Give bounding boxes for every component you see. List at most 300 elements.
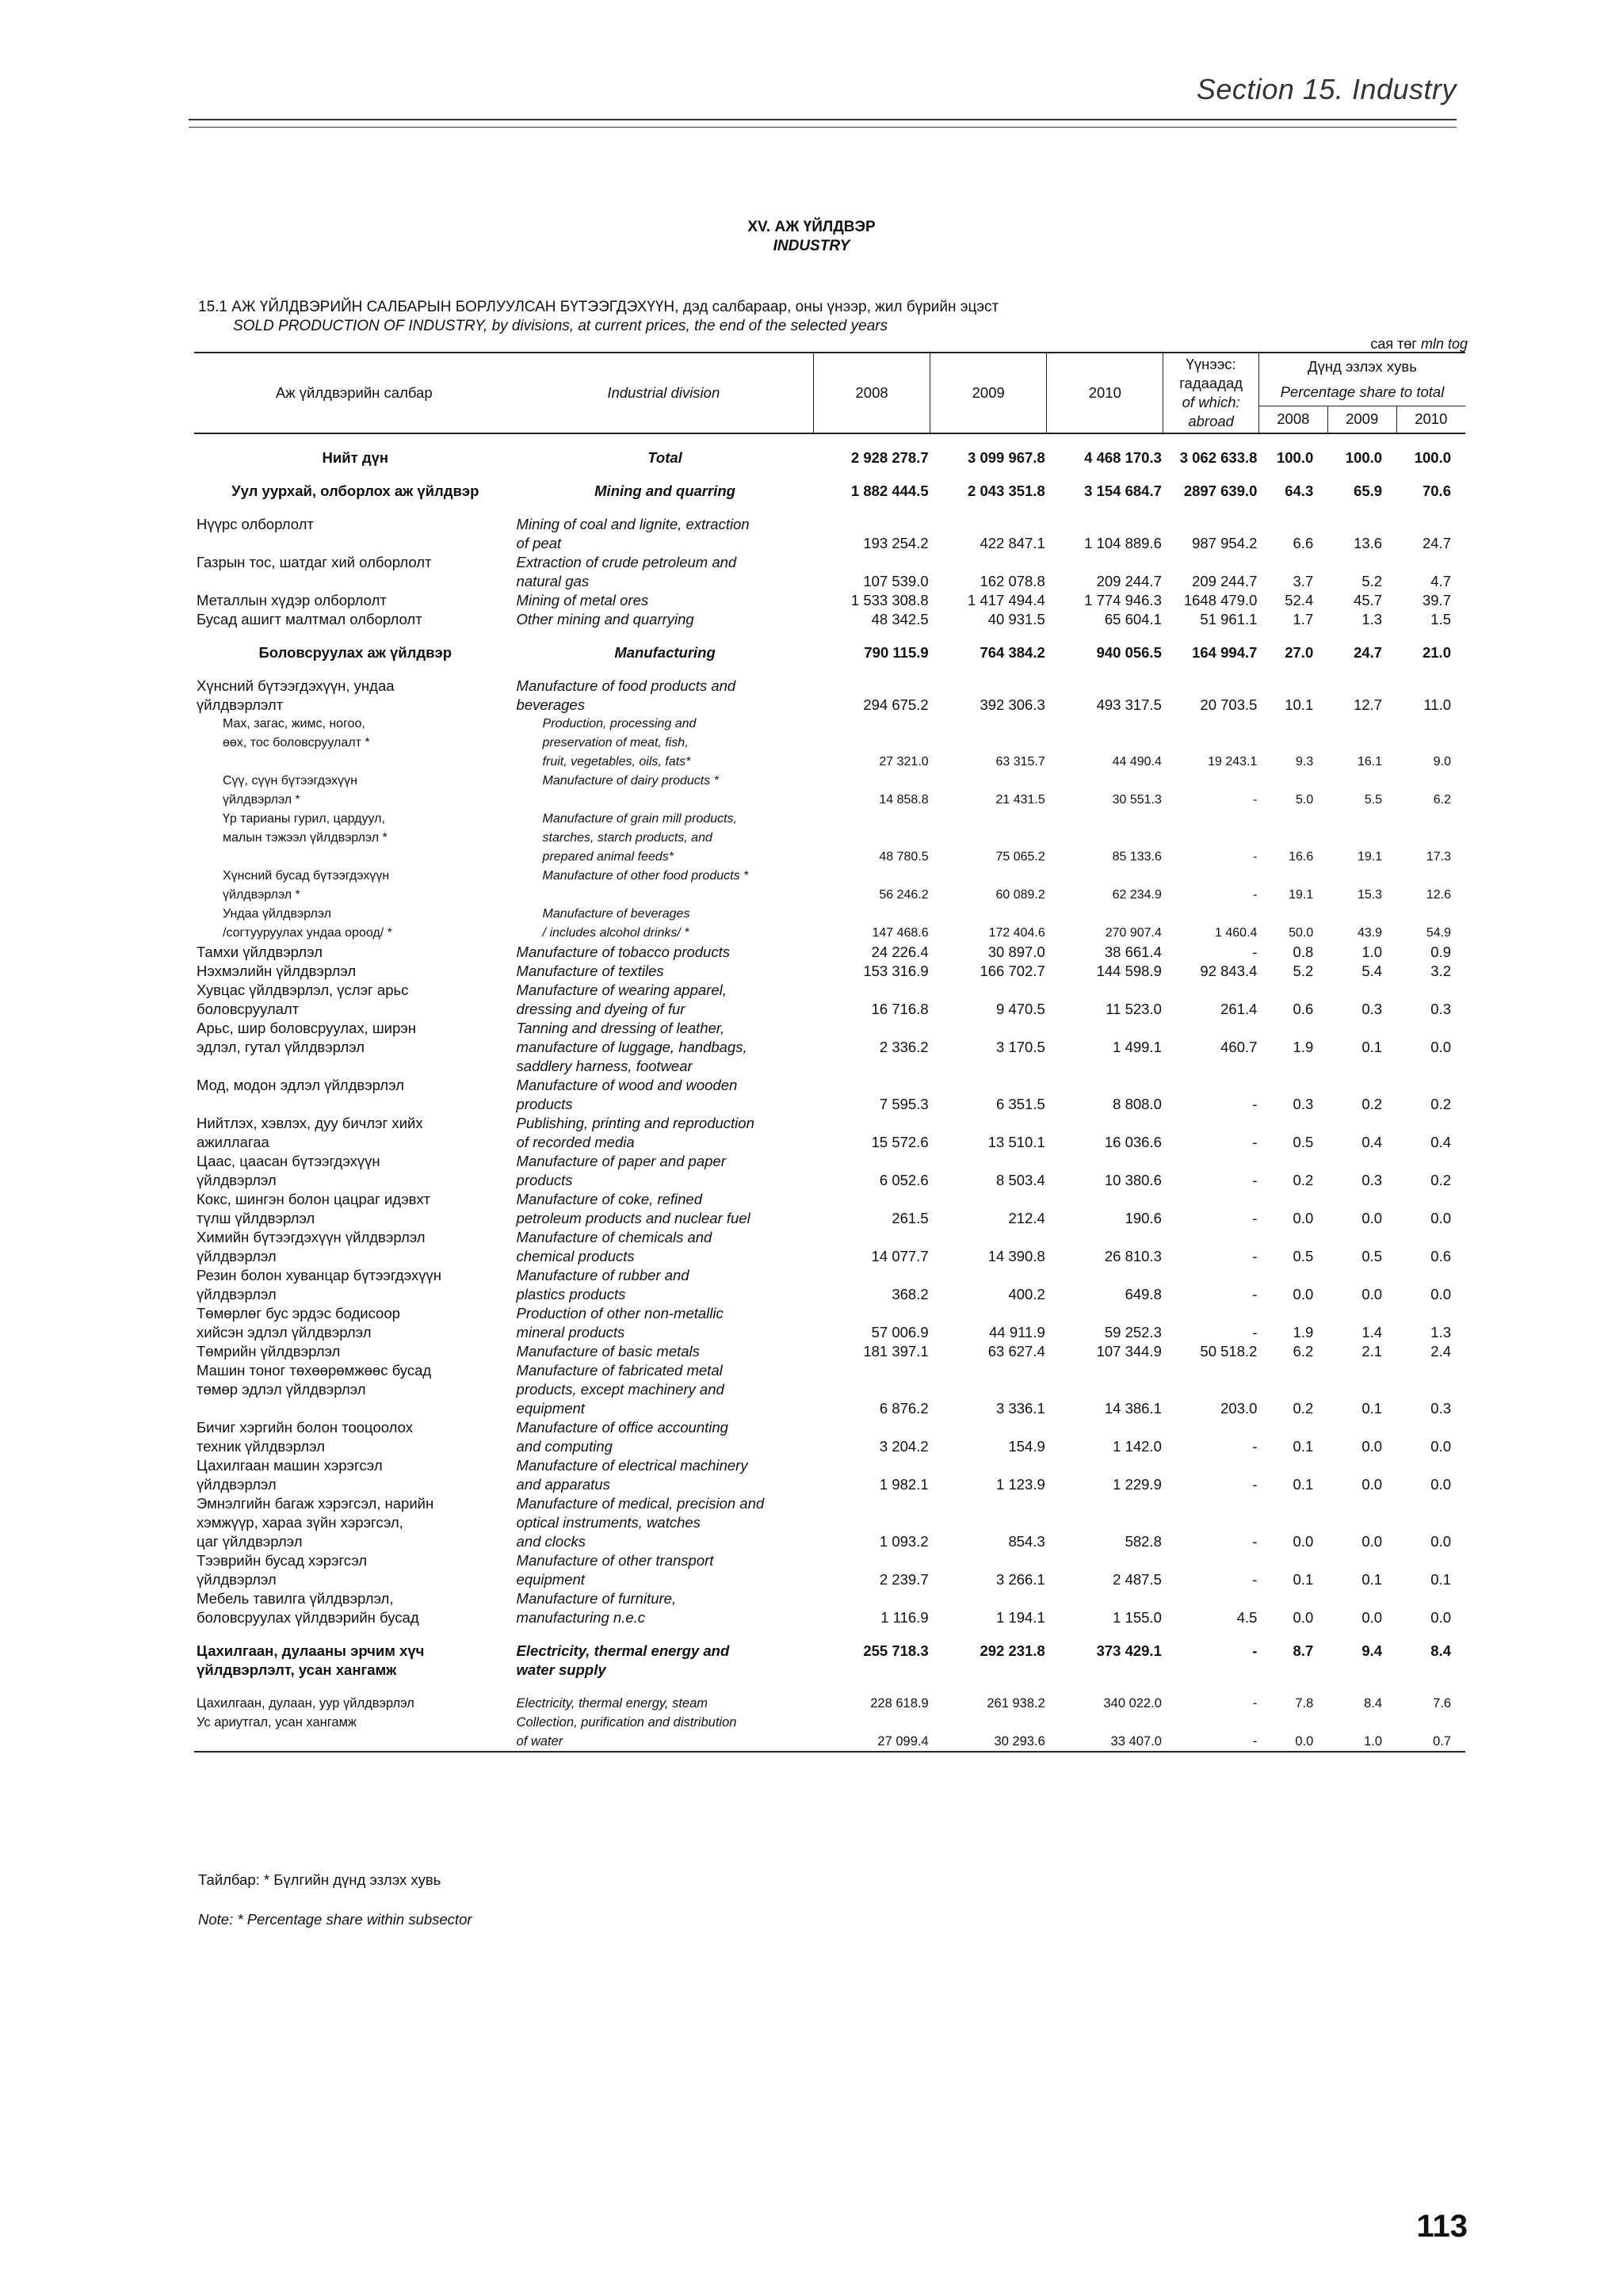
value-abroad: - [1252, 1476, 1258, 1493]
header-share-en: Percentage share to total [1258, 379, 1465, 406]
value-abroad [1163, 1361, 1259, 1380]
table-title [198, 298, 999, 336]
division-name-en: Manufacture of beverages [542, 907, 690, 921]
value-2010 [1047, 1228, 1163, 1247]
value-2008: 48 342.5 [871, 611, 929, 627]
value-2008: 7 595.3 [879, 1096, 929, 1112]
value-2010 [1047, 810, 1163, 829]
value-abroad: 4.5 [1236, 1609, 1258, 1626]
share-2009: 1.3 [1361, 611, 1383, 627]
value-2008 [814, 1304, 930, 1323]
value-abroad: 164 994.7 [1192, 644, 1258, 661]
division-name-mn: Сүү, сүүн бүтээгдэхүүн [223, 774, 357, 788]
share-2008 [1258, 1589, 1327, 1608]
value-2009: 75 065.2 [995, 850, 1045, 864]
value-2009 [930, 772, 1047, 791]
value-2010: 11 523.0 [1106, 1001, 1162, 1017]
value-2009: 400.2 [1008, 1286, 1045, 1302]
value-2010: 26 810.3 [1104, 1248, 1162, 1264]
share-2009 [1327, 715, 1396, 734]
value-2009 [930, 1513, 1047, 1532]
share-2010 [1396, 1589, 1465, 1608]
table-row [194, 1680, 1465, 1694]
table-row [194, 867, 1465, 886]
value-2010 [1047, 1589, 1163, 1608]
value-2010 [1047, 715, 1163, 734]
share-2010 [1396, 553, 1465, 572]
share-2009 [1327, 1228, 1396, 1247]
value-2010 [1047, 677, 1163, 696]
share-2010: 1.5 [1430, 611, 1451, 627]
share-2010: 70.6 [1422, 482, 1451, 499]
table-row [194, 1152, 1465, 1171]
value-2010: 10 380.6 [1104, 1172, 1162, 1188]
value-2010 [1047, 1661, 1163, 1680]
share-2008: 0.5 [1293, 1248, 1314, 1264]
table-row [194, 943, 1465, 962]
division-name-en: fruit, vegetables, oils, fats* [542, 755, 691, 769]
share-2009: 9.4 [1361, 1642, 1383, 1659]
value-2008: 48 780.5 [879, 850, 929, 864]
division-name-en: Manufacture of coke, refined [516, 1191, 703, 1207]
table-row [194, 1475, 1465, 1494]
value-2009 [930, 981, 1047, 1000]
value-abroad [1163, 1152, 1259, 1171]
table-row [194, 433, 1465, 448]
share-2010 [1396, 1266, 1465, 1285]
value-2008 [814, 1057, 930, 1076]
value-2008 [814, 867, 930, 886]
value-abroad: - [1252, 1286, 1258, 1302]
division-name-en: Electricity, thermal energy, steam [516, 1696, 708, 1711]
share-2009 [1327, 1152, 1396, 1171]
value-2009 [930, 867, 1047, 886]
value-2010 [1047, 772, 1163, 791]
header-rule-thin [189, 127, 1457, 128]
share-2009: 1.0 [1361, 944, 1383, 960]
share-2010 [1396, 772, 1465, 791]
division-name-mn: боловсруулах үйлдвэрийн бусад [197, 1609, 419, 1626]
value-abroad [1163, 1266, 1259, 1285]
header-col-en: Industrial division [607, 384, 720, 401]
value-2009: 14 390.8 [987, 1248, 1045, 1264]
share-2009: 5.2 [1361, 573, 1383, 589]
division-name-mn: техник үйлдвэрлэл [197, 1438, 325, 1455]
table-row [194, 810, 1465, 829]
value-abroad: 1648 479.0 [1183, 592, 1258, 608]
table-row [194, 1209, 1465, 1228]
value-abroad [1163, 1456, 1259, 1475]
header-year-2009: 2009 [930, 353, 1047, 433]
table-row [194, 482, 1465, 501]
division-name-mn: Бичиг хэргийн болон тооцоолох [197, 1419, 413, 1436]
value-2008: 228 618.9 [870, 1696, 929, 1711]
value-2008: 107 539.0 [863, 573, 929, 589]
share-2008: 3.7 [1293, 573, 1314, 589]
table-row [194, 1399, 1465, 1418]
value-abroad [1163, 1304, 1259, 1323]
share-2009: 0.0 [1361, 1438, 1383, 1455]
value-2008: 3 204.2 [879, 1438, 929, 1455]
division-name-mn: Нүүрс олборлолт [197, 516, 314, 532]
value-2010: 373 429.1 [1096, 1642, 1162, 1659]
share-2008: 0.0 [1293, 1210, 1314, 1226]
division-name-mn: үйлдвэрлэл * [223, 793, 300, 807]
table-row [194, 924, 1465, 943]
value-2010 [1047, 1418, 1163, 1437]
share-2010: 1.3 [1430, 1324, 1451, 1341]
share-2010: 4.7 [1430, 573, 1451, 589]
table-row [194, 1190, 1465, 1209]
value-2009: 6 351.5 [996, 1096, 1045, 1112]
share-2008: 1.9 [1293, 1324, 1314, 1341]
division-name-mn: Мебель тавилга үйлдвэрлэл, [197, 1590, 394, 1607]
value-abroad [1163, 1551, 1259, 1570]
value-abroad: 987 954.2 [1192, 535, 1258, 551]
division-name-en: natural gas [516, 573, 590, 589]
division-name-mn: Резин болон хуванцар бүтээгдэхүүн [197, 1267, 441, 1283]
value-2009 [930, 1019, 1047, 1038]
division-name-en: Collection, purification and distribution [516, 1715, 737, 1730]
table-row [194, 1642, 1465, 1661]
table-row [194, 643, 1465, 662]
value-2010: 8 808.0 [1113, 1096, 1162, 1112]
value-2008 [814, 981, 930, 1000]
share-2008 [1258, 1361, 1327, 1380]
share-2008 [1258, 1019, 1327, 1038]
division-name-mn [194, 1399, 514, 1418]
value-abroad: 2897 639.0 [1183, 482, 1258, 499]
share-2010: 6.2 [1433, 793, 1451, 807]
value-abroad: 51 961.1 [1200, 611, 1258, 627]
share-2010 [1396, 1190, 1465, 1209]
share-2010 [1396, 1152, 1465, 1171]
division-name-mn [194, 1095, 514, 1114]
division-name-mn: Бусад ашигт малтмал олборлолт [197, 611, 422, 627]
table-row [194, 791, 1465, 810]
share-2010: 0.6 [1430, 1248, 1451, 1264]
table-row [194, 734, 1465, 753]
share-2008 [1258, 1661, 1327, 1680]
share-2008: 9.3 [1296, 755, 1314, 769]
value-abroad: 19 243.1 [1208, 755, 1258, 769]
value-2008 [814, 1713, 930, 1732]
value-2009 [930, 1190, 1047, 1209]
spacer-cell [194, 433, 1465, 448]
division-name-mn: үйлдвэрлэл [197, 1476, 277, 1493]
division-name-en: Manufacture of other food products * [542, 869, 749, 883]
share-2008: 0.0 [1293, 1533, 1314, 1550]
division-name-en: Manufacture of other transport [516, 1552, 714, 1569]
value-2008 [814, 1361, 930, 1380]
share-2010 [1396, 677, 1465, 696]
value-2009: 3 099 967.8 [968, 449, 1045, 466]
value-abroad [1163, 1661, 1259, 1680]
value-2010: 2 487.5 [1113, 1571, 1162, 1588]
value-2010 [1047, 1076, 1163, 1095]
division-name-en: prepared animal feeds* [542, 850, 674, 864]
value-2008: 14 077.7 [871, 1248, 929, 1264]
value-2010: 270 907.4 [1105, 926, 1162, 940]
table-row [194, 1019, 1465, 1038]
value-2008 [814, 772, 930, 791]
value-abroad: 209 244.7 [1192, 573, 1258, 589]
table-row [194, 1418, 1465, 1437]
value-2008 [814, 1190, 930, 1209]
value-abroad [1163, 867, 1259, 886]
value-2009: 854.3 [1008, 1533, 1045, 1550]
value-2009 [930, 1076, 1047, 1095]
value-abroad: 20 703.5 [1200, 696, 1258, 713]
share-2010 [1396, 1713, 1465, 1732]
table-row [194, 1266, 1465, 1285]
share-2010: 0.9 [1430, 944, 1451, 960]
share-2009 [1327, 810, 1396, 829]
share-2010 [1396, 1076, 1465, 1095]
table-row [194, 981, 1465, 1000]
share-2008 [1258, 715, 1327, 734]
share-2008: 0.0 [1258, 1732, 1327, 1752]
value-abroad [1163, 1513, 1259, 1532]
share-2008 [1258, 1266, 1327, 1285]
value-2009: 63 315.7 [995, 755, 1045, 769]
value-abroad [1163, 1190, 1259, 1209]
value-2008: 1 533 308.8 [850, 592, 929, 608]
share-2008 [1258, 553, 1327, 572]
share-2008: 0.1 [1293, 1438, 1314, 1455]
share-2008: 0.3 [1293, 1096, 1314, 1112]
value-2008 [814, 1152, 930, 1171]
division-name-en: products, except machinery and [516, 1381, 724, 1398]
value-2010: 1 229.9 [1113, 1476, 1162, 1493]
share-2008 [1258, 981, 1327, 1000]
value-2009: 3 266.1 [996, 1571, 1045, 1588]
share-2008 [1258, 1190, 1327, 1209]
value-2009: 21 431.5 [995, 793, 1045, 807]
share-2008: 0.1 [1293, 1476, 1314, 1493]
division-name-en: manufacture of luggage, handbags, [516, 1039, 747, 1055]
value-2008: 56 246.2 [879, 888, 929, 902]
table-body [194, 433, 1465, 1752]
share-2009: 1.4 [1361, 1324, 1383, 1341]
division-name-mn: Мах, загас, жимс, ногоо, [223, 717, 365, 730]
value-2008: 16 716.8 [871, 1001, 929, 1017]
table-row [194, 591, 1465, 610]
share-2010 [1396, 515, 1465, 534]
share-2009: 100.0 [1345, 449, 1383, 466]
division-name-en: Manufacture of electrical machinery [516, 1457, 748, 1474]
division-name-en: saddlery harness, footwear [516, 1058, 693, 1074]
share-2010: 9.0 [1433, 755, 1451, 769]
table-row [194, 467, 1465, 482]
division-name-en: Manufacture of wearing apparel, [516, 982, 727, 998]
share-2009: 0.3 [1361, 1001, 1383, 1017]
share-2009 [1327, 1551, 1396, 1570]
share-2009 [1327, 867, 1396, 886]
value-2010 [1047, 981, 1163, 1000]
share-2010: 0.0 [1430, 1286, 1451, 1302]
value-2009 [930, 1266, 1047, 1285]
spacer-cell [194, 1680, 1465, 1694]
division-name-en: Manufacture of food products and [516, 677, 736, 694]
share-2009 [1327, 1019, 1396, 1038]
value-abroad [1163, 1589, 1259, 1608]
table-row [194, 1057, 1465, 1076]
share-2009 [1327, 1304, 1396, 1323]
value-2010: 190.6 [1125, 1210, 1162, 1226]
table-row [194, 1732, 1465, 1752]
value-2009 [930, 1589, 1047, 1608]
share-2009 [1327, 1418, 1396, 1437]
note-en: Note: * Percentage share within subsector [198, 1911, 472, 1928]
share-2009 [1327, 829, 1396, 848]
share-2010: 0.7 [1396, 1732, 1465, 1752]
share-2009 [1327, 772, 1396, 791]
division-name-en: products [516, 1172, 573, 1188]
share-2008 [1258, 1057, 1327, 1076]
share-2009 [1327, 1589, 1396, 1608]
division-name-en: Other mining and quarrying [516, 611, 694, 627]
division-name-en: / includes alcohol drinks/ * [542, 926, 689, 940]
running-head: Section 15. Industry [1196, 73, 1457, 105]
value-abroad: - [1252, 1172, 1258, 1188]
header-abroad-en-2: abroad [1188, 413, 1234, 429]
page-number: 113 [1416, 2209, 1468, 2244]
share-2009: 16.1 [1357, 755, 1383, 769]
division-name-mn: үйлдвэрлэл [197, 1571, 277, 1588]
header-abroad-mn-1: Үүнээс: [1186, 356, 1236, 372]
share-2008: 0.0 [1293, 1609, 1314, 1626]
share-2008 [1258, 829, 1327, 848]
share-2010: 11.0 [1423, 696, 1451, 713]
division-name-en: and apparatus [516, 1476, 610, 1493]
division-name-mn [194, 534, 514, 553]
value-2010: 3 154 684.7 [1084, 482, 1162, 499]
share-2009: 0.0 [1361, 1210, 1383, 1226]
share-2008 [1258, 772, 1327, 791]
value-2008: 24 226.4 [871, 944, 929, 960]
division-name-mn: Эмнэлгийн багаж хэрэгсэл, нарийн [197, 1495, 434, 1512]
value-2009 [930, 1456, 1047, 1475]
share-2008: 6.2 [1293, 1343, 1314, 1360]
share-2009: 0.1 [1361, 1571, 1383, 1588]
value-abroad: 1 460.4 [1215, 926, 1258, 940]
value-2010: 4 468 170.3 [1084, 449, 1162, 466]
division-name-mn: Боловсруулах аж үйлдвэр [258, 644, 453, 661]
division-name-en: Production, processing and [542, 717, 697, 730]
division-name-mn [194, 753, 514, 772]
value-2009: 9 470.5 [996, 1001, 1045, 1017]
division-name-en: Electricity, thermal energy and [516, 1642, 730, 1659]
share-2010 [1396, 1114, 1465, 1133]
share-2008 [1258, 1513, 1327, 1532]
value-2010: 44 490.4 [1112, 755, 1162, 769]
value-abroad [1163, 1380, 1259, 1399]
division-name-en: Manufacture of fabricated metal [516, 1362, 723, 1379]
table-row [194, 677, 1465, 696]
division-name-en: Manufacture of office accounting [516, 1419, 728, 1436]
value-abroad [1163, 734, 1259, 753]
value-2009: 422 847.1 [980, 535, 1045, 551]
share-2009: 65.9 [1354, 482, 1383, 499]
value-2010: 85 133.6 [1112, 850, 1162, 864]
value-2010: 649.8 [1125, 1286, 1162, 1302]
division-name-mn: үйлдвэрлэл [197, 1248, 277, 1264]
value-2008 [814, 1228, 930, 1247]
value-2008 [814, 905, 930, 924]
share-2009: 0.0 [1361, 1533, 1383, 1550]
value-2010 [1047, 1304, 1163, 1323]
share-2010 [1396, 810, 1465, 829]
value-2008 [814, 829, 930, 848]
value-2010 [1047, 905, 1163, 924]
share-2008 [1258, 1551, 1327, 1570]
division-name-mn: эдлэл, гутал үйлдвэрлэл [197, 1039, 365, 1055]
header-share-2009: 2009 [1327, 406, 1396, 433]
share-2008: 0.6 [1293, 1001, 1314, 1017]
value-abroad: 92 843.4 [1200, 963, 1258, 979]
share-2009 [1327, 1513, 1396, 1532]
value-2009 [930, 1228, 1047, 1247]
value-abroad: 203.0 [1220, 1400, 1258, 1417]
value-2008 [814, 1551, 930, 1570]
division-name-mn: хэмжүүр, хараа зүйн хэрэгсэл, [197, 1514, 403, 1531]
value-2009: 3 336.1 [996, 1400, 1045, 1417]
share-2008 [1258, 734, 1327, 753]
table-row [194, 905, 1465, 924]
value-2010 [1047, 1057, 1163, 1076]
division-name-en: and clocks [516, 1533, 586, 1550]
share-2010: 0.0 [1430, 1438, 1451, 1455]
share-2009: 0.1 [1361, 1039, 1383, 1055]
value-2009 [930, 1551, 1047, 1570]
share-2008: 0.0 [1293, 1286, 1314, 1302]
table-row [194, 572, 1465, 591]
value-2009: 3 170.5 [996, 1039, 1045, 1055]
share-2010: 17.3 [1426, 850, 1451, 864]
division-name-mn: ажиллагаа [197, 1134, 269, 1150]
value-2009: 30 897.0 [987, 944, 1045, 960]
share-2009 [1327, 1661, 1396, 1680]
value-2009: 1 417 494.4 [968, 592, 1045, 608]
table-row [194, 1247, 1465, 1266]
table-header [194, 353, 1465, 433]
table-row [194, 1380, 1465, 1399]
value-2008: 2 239.7 [879, 1571, 929, 1588]
division-name-mn: Цахилгаан, дулааны эрчим хүч [197, 1642, 425, 1659]
value-2008 [814, 1114, 930, 1133]
share-2010 [1396, 1304, 1465, 1323]
spacer-cell [194, 629, 1465, 643]
value-2009: 40 931.5 [987, 611, 1045, 627]
table-row [194, 1000, 1465, 1019]
value-2008 [814, 677, 930, 696]
value-2009: 8 503.4 [996, 1172, 1045, 1188]
header-share-2010: 2010 [1396, 406, 1465, 433]
share-2008 [1258, 1152, 1327, 1171]
table-row [194, 1304, 1465, 1323]
value-2008 [814, 1589, 930, 1608]
table-row [194, 1694, 1465, 1713]
value-2009: 44 911.9 [989, 1324, 1045, 1341]
share-2010 [1396, 715, 1465, 734]
share-2008: 0.5 [1293, 1134, 1314, 1150]
table-row [194, 1171, 1465, 1190]
table-row [194, 1095, 1465, 1114]
division-name-mn: Арьс, шир боловсруулах, ширэн [197, 1020, 416, 1036]
value-2009: 292 231.8 [980, 1642, 1045, 1659]
value-2009: 13 510.1 [987, 1134, 1045, 1150]
